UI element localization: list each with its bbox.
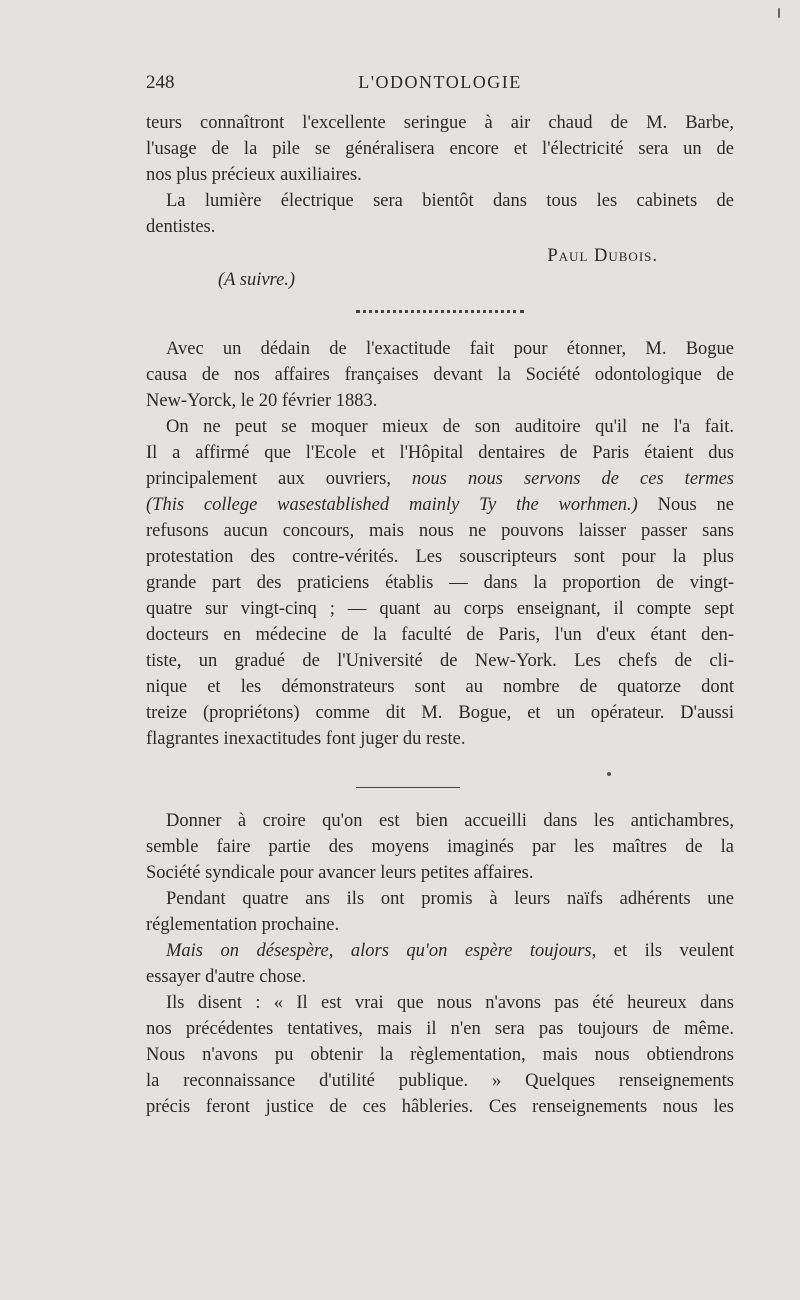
text-line: Avec un dédain de l'exactitude fait pour étonner, M. Bogue [166, 339, 734, 359]
text-line: La lumière électrique sera bientôt dans tous les cabinets de [166, 191, 734, 211]
author-signature: Paul Dubois. [547, 246, 658, 266]
ink-spot [778, 8, 780, 18]
text-line: Pendant quatre ans ils ont promis à leurs naïfs adhérents une [166, 889, 734, 909]
page-number: 248 [146, 72, 175, 93]
text-line: On ne peut se moquer mieux de son auditoire qu'il ne l'a fait. [166, 417, 734, 437]
running-title: L'ODONTOLOGIE [358, 72, 522, 92]
text-line: nique et les démonstrateurs sont au nombre de quatorze dont [146, 677, 734, 697]
text-line: (This college wasestablished mainly Ty the worhmen.) Nous ne [146, 495, 735, 515]
text-line: semble faire partie des moyens imaginés par les maîtres de la [146, 837, 734, 857]
text-line: réglementation prochaine. [146, 915, 340, 935]
section-continuation [146, 110, 734, 293]
section-divider [356, 787, 460, 788]
text-line: New-Yorck, le 20 février 1883. [146, 391, 378, 411]
text-line: dentistes. [146, 217, 216, 237]
text-line: causa de nos affaires françaises devant la Société odontologique de [146, 365, 734, 385]
text-line: teurs connaîtront l'excellente seringue à air chaud de M. Barbe, [146, 113, 734, 133]
text-line: Société syndicale pour avancer leurs petites affaires. [146, 863, 534, 883]
text-line: Nous n'avons pu obtenir la règlementation, mais nous obtiendrons [146, 1045, 734, 1065]
text-line: principalement aux ouvriers, nous nous servons de ces termes [146, 469, 734, 489]
text-line: Donner à croire qu'on est bien accueilli dans les antichambres, [166, 811, 734, 831]
text-line: nos précédentes tentatives, mais il n'en sera pas toujours de même. [146, 1019, 734, 1039]
text-line: protestation des contre-vérités. Les souscripteurs sont pour la plus [146, 547, 734, 567]
text-line: docteurs en médecine de la faculté de Paris, l'un d'eux étant den- [146, 625, 734, 645]
to-be-continued: (A suivre.) [218, 270, 296, 290]
text-line: Il a affirmé que l'Ecole et l'Hôpital dentaires de Paris étaient dus [146, 443, 734, 463]
text-line: Mais on désespère, alors qu'on espère toujours, et ils veulent [166, 941, 734, 961]
text-line: précis feront justice de ces hâbleries. Ces renseignements nous les [146, 1097, 734, 1117]
text-line: treize (propriétons) comme dit M. Bogue, et un opérateur. D'aussi [146, 703, 734, 723]
section-bogue [146, 336, 734, 752]
text-line: l'usage de la pile se généralisera encore et l'électricité sera un de [146, 139, 734, 159]
text-line: flagrantes inexactitudes font juger du reste. [146, 729, 466, 749]
text-line: tiste, un gradué de l'Université de New-York. Les chefs de cli- [146, 651, 734, 671]
text-line: la reconnaissance d'utilité publique. » Quelques renseignements [146, 1071, 734, 1091]
text-line: nos plus précieux auxiliaires. [146, 165, 362, 185]
text-line: essayer d'autre chose. [146, 967, 306, 987]
section-divider-wavy [356, 310, 524, 313]
text-line: refusons aucun concours, mais nous ne pouvons laisser passer sans [146, 521, 734, 541]
section-syndicale [146, 808, 734, 1120]
ink-spot [607, 772, 611, 776]
page-header [146, 72, 734, 98]
text-line: grande part des praticiens établis — dans la proportion de vingt- [146, 573, 734, 593]
text-line: Ils disent : « Il est vrai que nous n'avons pas été heureux dans [166, 993, 734, 1013]
text-line: quatre sur vingt-cinq ; — quant au corps enseignant, il compte sept [146, 599, 734, 619]
